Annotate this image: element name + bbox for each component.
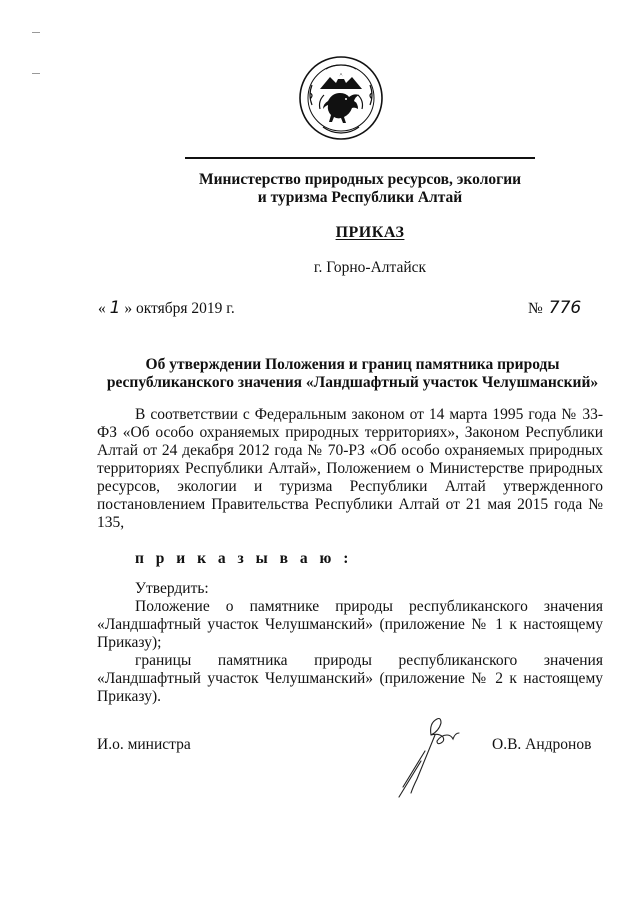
ministry-name — [180, 171, 540, 207]
order-subject — [95, 356, 610, 392]
order-title: ПРИКАЗ — [335, 224, 405, 241]
approve-item-1-text: Положение о памятнике природы республиканского значения «Ландшафтный участок Челушманский» (приложение № 1 к настоящему Приказу); — [97, 598, 603, 651]
date-prefix: « — [98, 300, 106, 317]
subject-line-1: Об утверждении Положения и границ памятника природы — [145, 356, 560, 373]
approve-item-2 — [97, 652, 603, 706]
ministry-line-1: Министерство природных ресурсов, экологии — [198, 171, 522, 188]
date-day: 1 — [109, 298, 121, 318]
approve-item-1 — [97, 598, 603, 652]
order-date — [98, 299, 398, 318]
signatory-position: И.о. министра — [97, 736, 191, 753]
preamble-paragraph — [97, 406, 603, 532]
signatory-name: О.В. Андронов — [492, 736, 592, 753]
scan-mark — [32, 32, 40, 33]
preamble-text: В соответствии с Федеральным законом от 14 марта 1995 года № 33-ФЗ «Об особо охраняемых природных территориях», Законом Республики Алтай от 24 декабря 2012 года № 70-РЗ «Об особо охраняемых природных территориях Республики Алтай», Положением о Министерстве природных ресурсов, экологии и туризма Республики Алтай утвержденного постановлением Правительства Республики Алтай от 21 мая 2015 года № 135, — [97, 406, 603, 531]
subject-line-2: республиканского значения «Ландшафтный участок Челушманский» — [106, 374, 599, 391]
approve-label: Утвердить: — [135, 580, 209, 597]
order-directive: п р и к а з ы в а ю : — [135, 550, 353, 567]
header-rule — [185, 157, 535, 159]
order-number-value: 776 — [548, 298, 582, 318]
altai-republic-emblem-icon — [298, 55, 384, 141]
order-number — [528, 299, 598, 318]
handwritten-signature-icon — [395, 705, 475, 800]
scan-mark — [32, 73, 40, 74]
approve-item-2-text: границы памятника природы республиканского значения «Ландшафтный участок Челушманский» (приложение № 2 к настоящему Приказу). — [97, 652, 603, 705]
ministry-line-2: и туризма Республики Алтай — [257, 189, 463, 206]
order-number-label: № — [528, 300, 543, 317]
date-suffix: » октября 2019 г. — [124, 300, 235, 317]
order-city: г. Горно-Алтайск — [313, 259, 427, 276]
